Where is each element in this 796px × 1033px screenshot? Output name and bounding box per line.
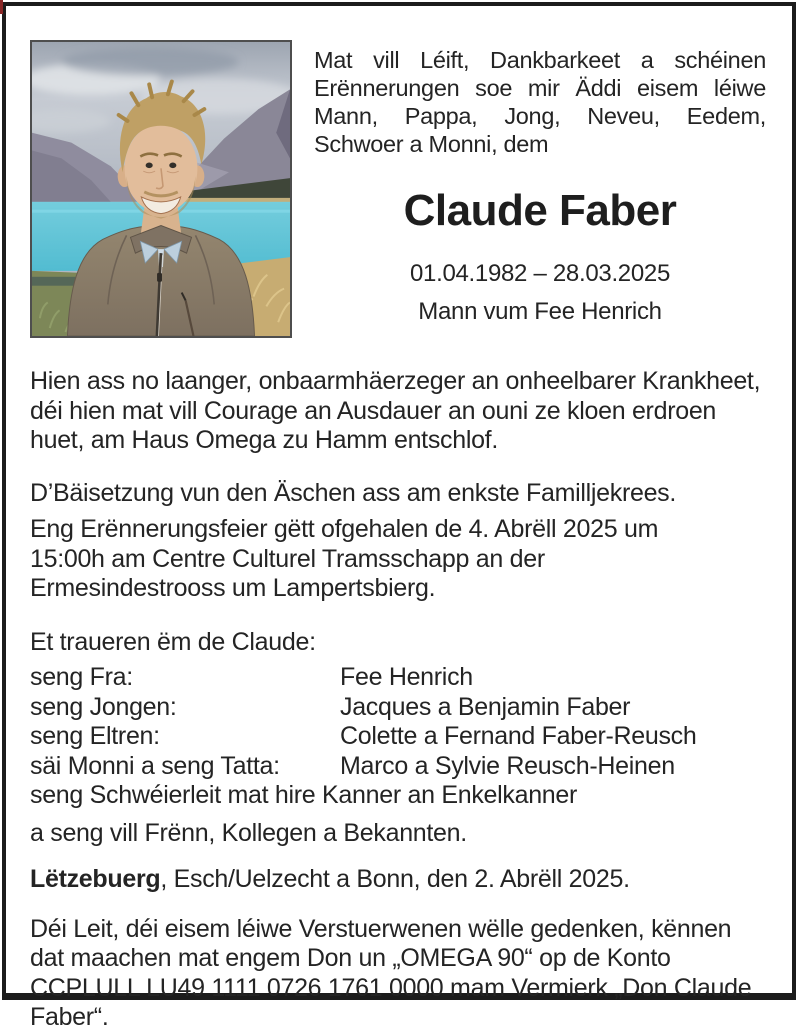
eye-right bbox=[169, 163, 176, 169]
mourner-names: Jacques a Benjamin Faber bbox=[340, 692, 631, 721]
mourner-names: Colette a Fernand Faber-Reusch bbox=[340, 722, 697, 750]
intro-text: Mat vill Léift, Dankbarkeet a schéinen Erënnerungen soe mir Äddi eisem léiwe Mann, Pappa, Jong, Neveu, Eedem, Schwoer a Monni, dem bbox=[314, 47, 766, 157]
notice-header bbox=[30, 40, 766, 338]
burial-paragraph: D’Bäisetzung vun den Äschen ass am enkste Familljekrees. bbox=[30, 478, 677, 507]
life-dates: 01.04.1982 – 28.03.2025 bbox=[409, 260, 671, 287]
mourners-list bbox=[30, 663, 766, 781]
header-text-column bbox=[314, 40, 766, 326]
zipper-pull bbox=[157, 273, 162, 282]
deceased-name: Claude Faber bbox=[403, 186, 677, 235]
mourner-names: Marco a Sylvie Reusch-Heinen bbox=[340, 751, 675, 780]
mourner-label: seng Fra: bbox=[30, 663, 133, 691]
mourner-names: Fee Henrich bbox=[340, 663, 473, 691]
mourners-extra-line: a seng vill Frënn, Kollegen a Bekannten. bbox=[30, 818, 467, 847]
scan-artifact-red-mark bbox=[0, 0, 3, 14]
portrait-photo-illustration bbox=[32, 42, 290, 336]
eye-left bbox=[146, 163, 153, 169]
memorial-paragraph: Eng Erënnerungsfeier gëtt ofgehalen de 4. Abrëll 2025 um 15:00h am Centre Culturel Tramsschapp an der Ermesindestrooss um Lampertsbierg. bbox=[30, 515, 659, 602]
notice-body bbox=[30, 367, 766, 1033]
relation-line: Mann vum Fee Henrich bbox=[418, 298, 662, 325]
obituary-notice bbox=[30, 40, 766, 1033]
mourner-label: säi Monni a seng Tatta: bbox=[30, 751, 280, 780]
mourning-intro: Et traueren ëm de Claude: bbox=[30, 627, 316, 656]
illness-paragraph: Hien ass no laanger, onbaarmhäerzeger an onheelbarer Krankheet, déi hien mat vill Courage an Ausdauer an ouni ze kloen erdroen huet, am Haus Omega zu Hamm entschlof. bbox=[30, 367, 761, 454]
donation-paragraph: Déi Leit, déi eisem léiwe Verstuerwenen wëlle gedenken, kënnen dat maachen mat engem Don un „OMEGA 90“ op de Konto CCPLULL LU49 1111 0726 1761 0000 mam Vermierk „Don Claude Faber“. bbox=[30, 914, 752, 1031]
dateline-rest: , Esch/Uelzecht a Bonn, den 2. Abrëll 2025. bbox=[160, 865, 630, 893]
dateline bbox=[30, 865, 766, 895]
portrait-photo bbox=[30, 40, 292, 338]
dateline-city: Lëtzebuerg bbox=[30, 865, 161, 893]
mourners-extra-line: seng Schwéierleit mat hire Kanner an Enkelkanner bbox=[30, 781, 578, 809]
mourner-label: seng Eltren: bbox=[30, 722, 160, 750]
mourner-label: seng Jongen: bbox=[30, 692, 177, 721]
